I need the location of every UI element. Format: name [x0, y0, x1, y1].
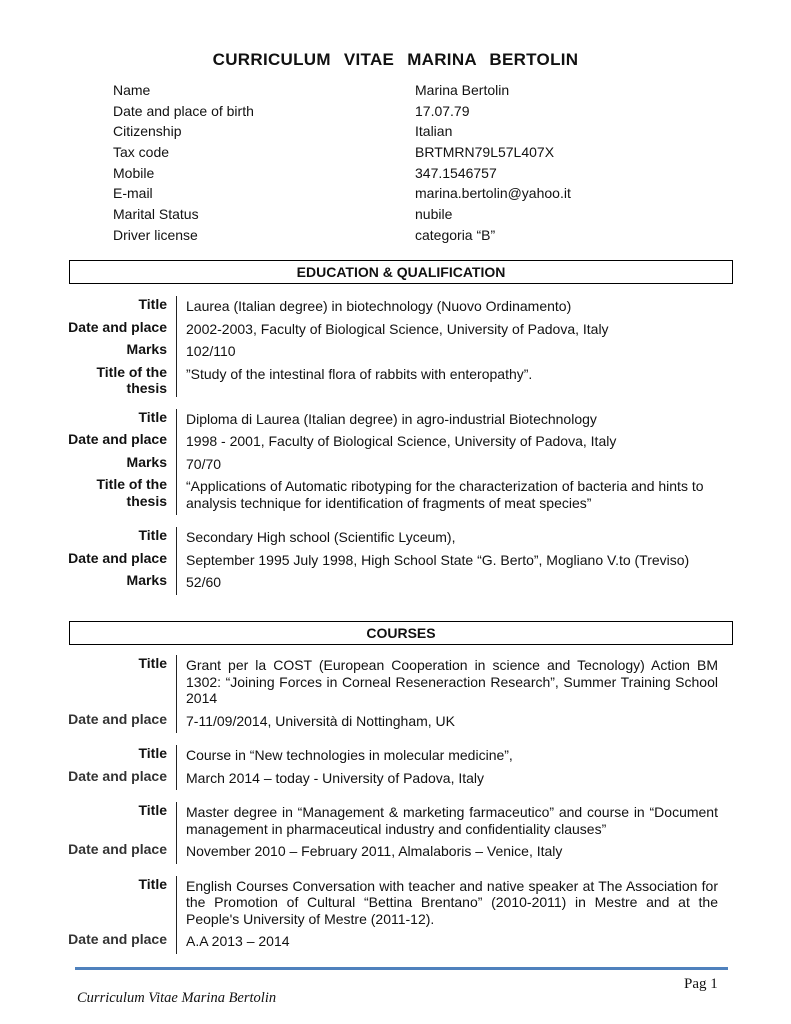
row-value: “Applications of Automatic ribotyping for the characterization of bacteria and hints to analysis technique for identification of fragments of meat species” [176, 476, 718, 515]
personal-label: Name [113, 82, 151, 98]
page-title: CURRICULUM VITAE MARINA BERTOLIN [212, 50, 579, 69]
row-label: Title [138, 802, 167, 818]
education-row [0, 409, 791, 432]
personal-value: 347.1546757 [415, 164, 497, 181]
row-label: Date and place [68, 318, 167, 335]
row-value: A.A 2013 – 2014 [176, 931, 718, 954]
row-label: Title [138, 655, 167, 671]
row-value: March 2014 – today - University of Padova, Italy [176, 768, 718, 791]
personal-label: Driver license [113, 226, 198, 243]
personal-label: Citizenship [113, 123, 182, 140]
education-row [0, 476, 791, 515]
education-row [0, 572, 791, 595]
education-row [0, 527, 791, 550]
row-value: 1998 - 2001, Faculty of Biological Science, University of Padova, Italy [176, 431, 718, 454]
personal-label: Date and place of birth [113, 102, 254, 119]
row-label: Title [138, 745, 167, 761]
course-row [0, 711, 791, 734]
personal-row-email [113, 183, 733, 204]
course-row [0, 931, 791, 954]
personal-row-driver [113, 225, 733, 246]
personal-value: nubile [415, 206, 453, 223]
row-value: 7-11/09/2014, Università di Nottingham, UK [176, 711, 718, 734]
row-label: Date and place [68, 767, 167, 784]
personal-info [113, 80, 733, 246]
personal-row-name [113, 80, 733, 101]
row-value: Secondary High school (Scientific Lyceum), [176, 527, 718, 550]
row-label: Marks [126, 572, 167, 588]
course-row [0, 876, 791, 932]
personal-row-marital [113, 204, 733, 225]
row-label: Date and place [68, 710, 167, 727]
personal-label: Mobile [113, 164, 155, 181]
footer-text: Curriculum Vitae Marina Bertolin [77, 990, 277, 1006]
education-row [0, 319, 791, 342]
row-label: Title [138, 875, 167, 892]
row-value: ”Study of the intestinal flora of rabbits with enteropathy”. [176, 364, 718, 397]
row-value: 52/60 [176, 572, 718, 595]
education-row [0, 341, 791, 364]
row-value: Laurea (Italian degree) in biotechnology (Nuovo Ordinamento) [176, 296, 718, 319]
row-value: September 1995 July 1998, High School State “G. Berto”, Mogliano V.to (Treviso) [176, 550, 718, 573]
personal-row-birth [113, 101, 733, 122]
footer-rule [75, 967, 728, 970]
personal-value: 17.07.79 [415, 102, 470, 119]
personal-value: BRTMRN79L57L407X [415, 144, 555, 161]
education-heading: EDUCATION & QUALIFICATION [69, 260, 733, 284]
personal-row-mobile [113, 163, 733, 184]
courses-heading: COURSES [69, 621, 733, 645]
personal-row-citizenship [113, 121, 733, 142]
row-label: Date and place [68, 931, 167, 947]
personal-row-taxcode [113, 142, 733, 163]
row-label: Date and place [68, 841, 167, 857]
education-row [0, 296, 791, 319]
education-row [0, 431, 791, 454]
row-label: Title [138, 408, 167, 425]
course-row [0, 768, 791, 791]
row-label: Title of the thesis [96, 363, 167, 396]
row-value: 2002-2003, Faculty of Biological Science, University of Padova, Italy [176, 319, 718, 342]
course-row [0, 802, 791, 841]
personal-label: Marital Status [113, 206, 199, 223]
row-value: Grant per la COST (European Cooperation in science and Tecnology) Action BM 1302: “Joining Forces in Corneal Reseneraction Research”, Summer Training School 2014 [176, 655, 718, 711]
personal-value: categoria “B” [415, 226, 496, 243]
row-value: English Courses Conversation with teacher and native speaker at The Association for the Promotion of Cultural “Bettina Brentano” (2010-2011) in Mestre and at the People's University of Mestre (2011-12). [176, 876, 718, 932]
courses-list [0, 655, 791, 954]
education-row [0, 550, 791, 573]
education-list [0, 296, 791, 595]
row-value: November 2010 – February 2011, Almalaboris – Venice, Italy [176, 841, 718, 864]
row-label: Marks [126, 341, 167, 357]
row-label: Title [138, 527, 167, 543]
course-row [0, 745, 791, 768]
education-row [0, 364, 791, 397]
course-row [0, 655, 791, 711]
education-row [0, 454, 791, 477]
row-value: 70/70 [176, 454, 718, 477]
row-label: Date and place [68, 431, 167, 447]
personal-label: E-mail [113, 185, 153, 202]
course-row [0, 841, 791, 864]
row-value: Master degree in “Management & marketing farmaceutico” and course in “Document management in pharmaceutical industry and confidentiality clauses” [176, 802, 718, 841]
personal-value: Italian [415, 123, 453, 140]
personal-value: Marina Bertolin [415, 82, 510, 98]
row-value: Diploma di Laurea (Italian degree) in agro-industrial Biotechnology [176, 409, 718, 432]
row-value: Course in “New technologies in molecular medicine”, [176, 745, 718, 768]
personal-value: marina.bertolin@yahoo.it [415, 185, 571, 202]
row-label: Title of the thesis [96, 476, 167, 509]
row-label: Title [138, 296, 167, 312]
row-label: Marks [126, 453, 167, 470]
row-label: Date and place [68, 549, 167, 566]
row-value: 102/110 [176, 341, 718, 364]
personal-label: Tax code [113, 144, 170, 161]
page-number: Pag 1 [684, 976, 718, 992]
